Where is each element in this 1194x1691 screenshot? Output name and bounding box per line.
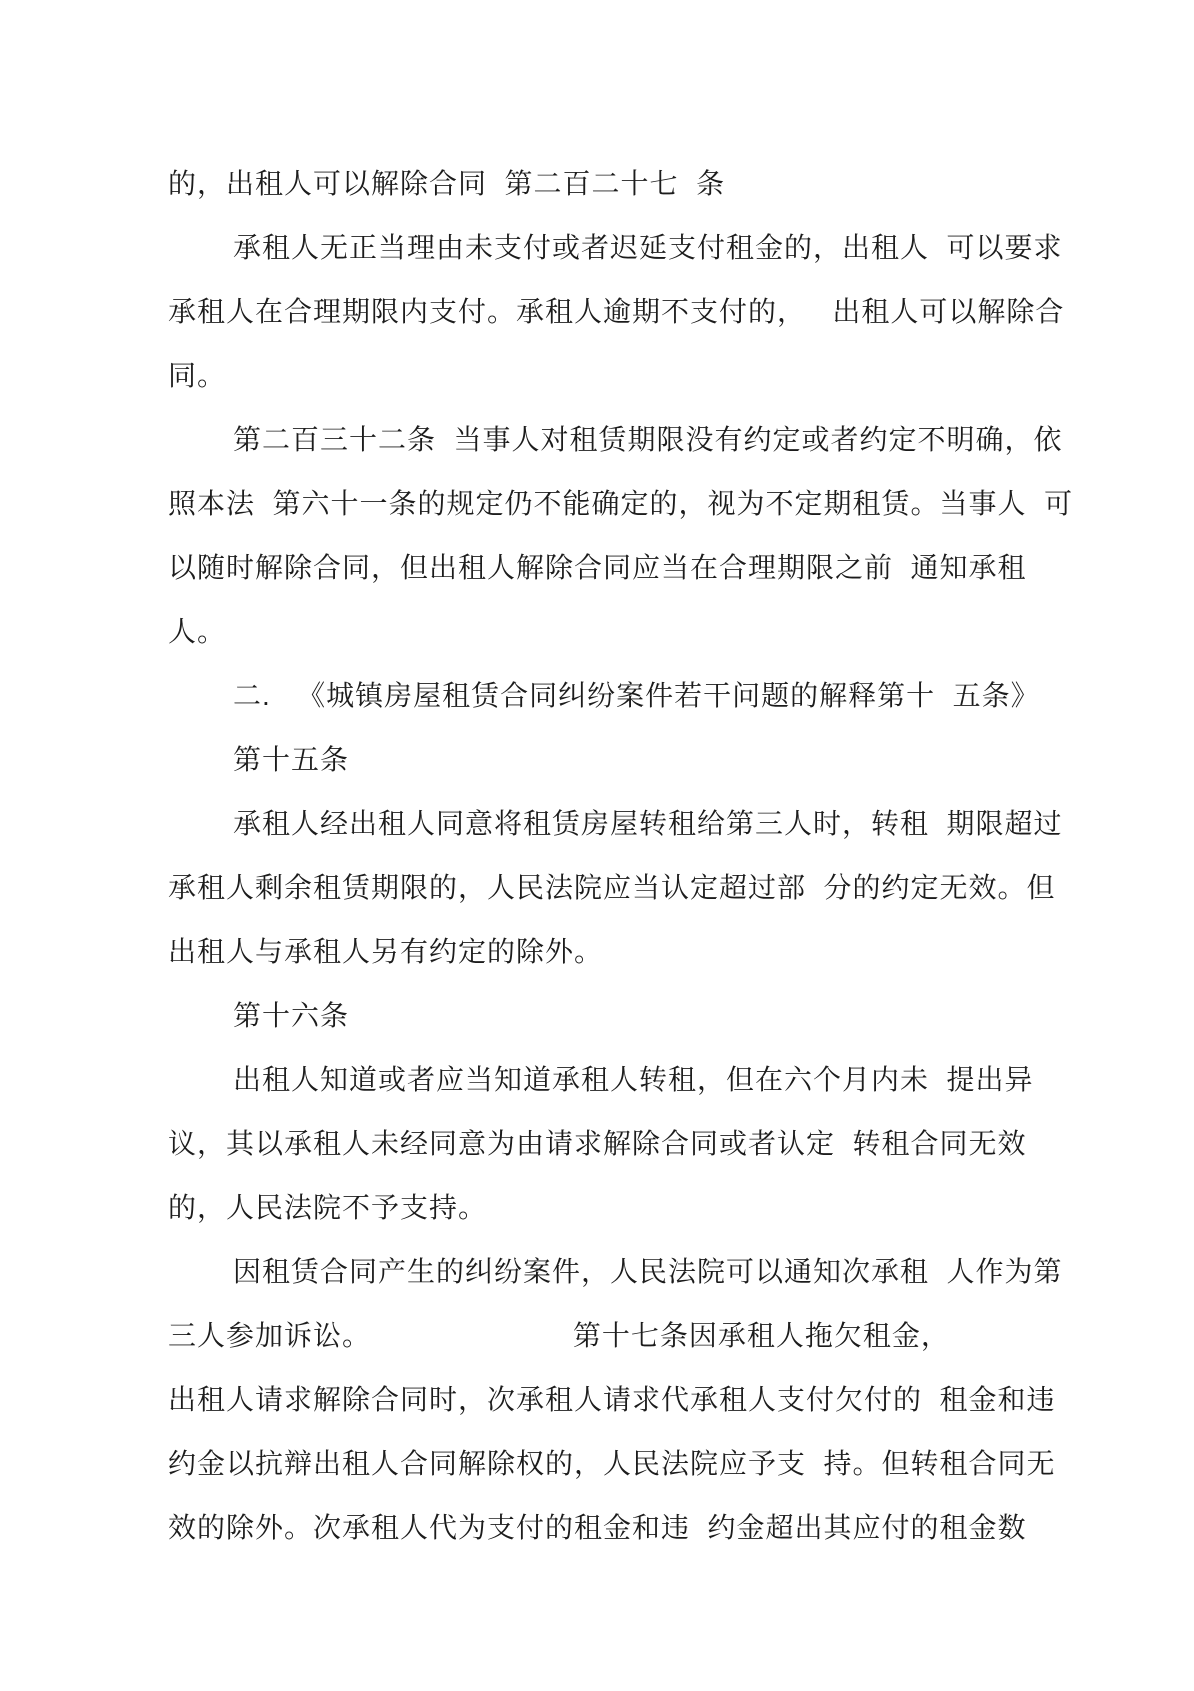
text-line-22: 效的除外。次承租人代为支付的租金和违 约金超出其应付的租金数 (168, 1512, 1027, 1543)
text-line-11: 承租人经出租人同意将租赁房屋转租给第三人时，转租 期限超过 (233, 808, 1063, 839)
text-line-7: 以随时解除合同，但出租人解除合同应当在合理期限之前 通知承租 (168, 552, 1027, 583)
text-line-2: 承租人无正当理由未支付或者迟延支付租金的，出租人 可以要求 (233, 232, 1063, 263)
text-line-20: 出租人请求解除合同时，次承租人请求代承租人支付欠付的 租金和违 (168, 1384, 1056, 1415)
text-line-6: 照本法 第六十一条的规定仍不能确定的，视为不定期租赁。当事人 可 (168, 488, 1074, 519)
legal-text-block (168, 152, 1074, 1560)
text-line-1: 的，出租人可以解除合同 第二百二十七 条 (168, 168, 726, 199)
text-line-9: 二. 《城镇房屋租赁合同纠纷案件若干问题的解释第十 五条》 (233, 680, 1040, 711)
text-line-10: 第十五条 (233, 744, 350, 775)
text-line-15: 出租人知道或者应当知道承租人转租，但在六个月内未 提出异 (233, 1064, 1034, 1095)
text-line-19: 三人参加诉讼。 第十七条因承租人拖欠租金， (168, 1320, 950, 1351)
text-line-21: 约金以抗辩出租人合同解除权的，人民法院应予支 持。但转租合同无 (168, 1448, 1056, 1479)
text-line-17: 的，人民法院不予支持。 (168, 1192, 488, 1223)
text-line-18: 因租赁合同产生的纠纷案件，人民法院可以通知次承租 人作为第 (233, 1256, 1063, 1287)
text-line-16: 议，其以承租人未经同意为由请求解除合同或者认定 转租合同无效 (168, 1128, 1027, 1159)
text-line-5: 第二百三十二条 当事人对租赁期限没有约定或者约定不明确，依 (233, 424, 1063, 455)
text-line-14: 第十六条 (233, 1000, 350, 1031)
text-line-13: 出租人与承租人另有约定的除外。 (168, 936, 604, 967)
text-line-8: 人。 (168, 616, 227, 647)
text-line-4: 同。 (168, 360, 227, 391)
text-line-3: 承租人在合理期限内支付。承租人逾期不支付的， 出租人可以解除合 (168, 296, 1065, 327)
text-line-12: 承租人剩余租赁期限的，人民法院应当认定超过部 分的约定无效。但 (168, 872, 1056, 903)
